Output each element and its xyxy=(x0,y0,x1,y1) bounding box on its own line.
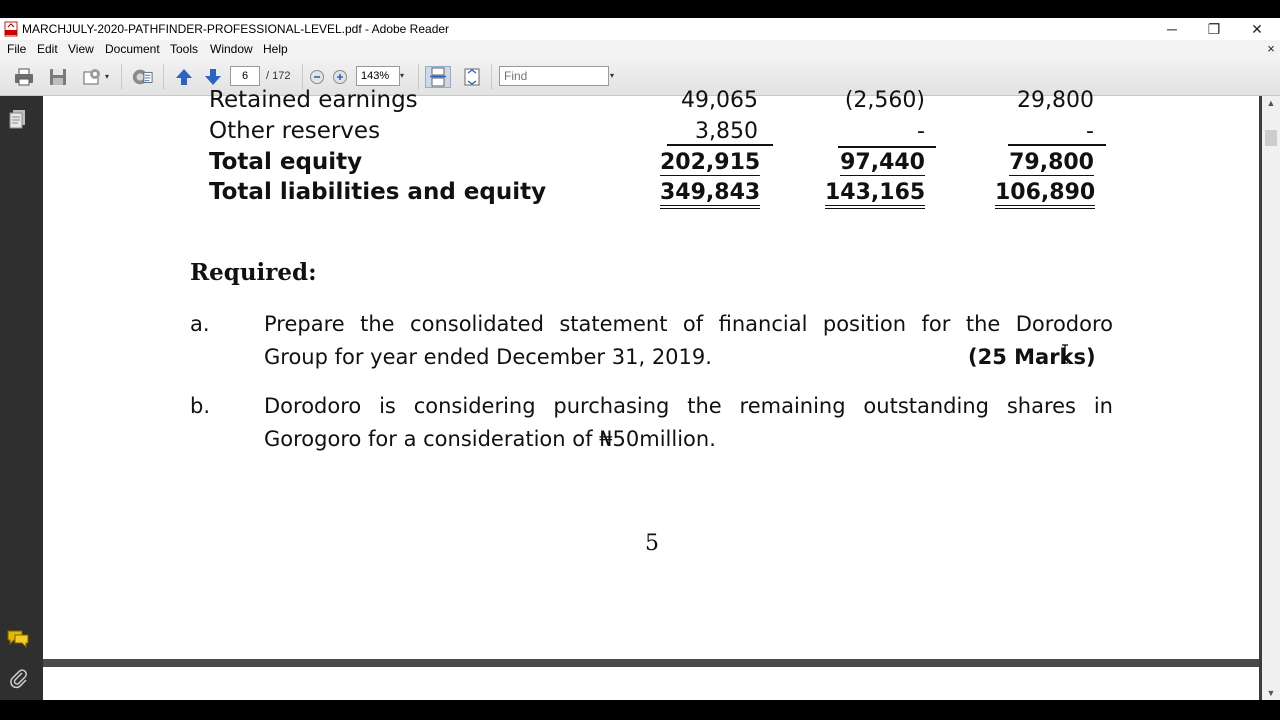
menu-view[interactable]: View xyxy=(68,42,94,56)
value-text: 349,843 xyxy=(660,180,760,209)
toolbar-separator xyxy=(491,64,492,90)
comment-icon[interactable] xyxy=(6,628,30,650)
restore-button[interactable]: ❐ xyxy=(1207,20,1221,37)
arrow-down-icon[interactable] xyxy=(202,66,224,88)
save-icon[interactable] xyxy=(47,66,69,88)
subtotal-rule xyxy=(838,146,936,148)
menu-edit[interactable]: Edit xyxy=(37,42,58,56)
page-total: / 172 xyxy=(266,70,291,82)
value-cell: - xyxy=(917,119,925,144)
vertical-scrollbar[interactable] xyxy=(1262,96,1280,700)
scroll-mode-icon[interactable] xyxy=(425,66,451,88)
arrow-up-icon[interactable] xyxy=(173,66,195,88)
row-label-other-reserves: Other reserves xyxy=(209,118,381,144)
chevron-down-icon[interactable]: ▾ xyxy=(400,71,405,80)
scroll-up-icon[interactable]: ▲ xyxy=(1266,98,1276,108)
required-heading: Required: xyxy=(190,259,317,286)
value-text: 106,890 xyxy=(995,180,1095,209)
value-cell xyxy=(825,180,925,205)
chevron-down-icon[interactable]: ▾ xyxy=(610,71,615,80)
subtotal-rule xyxy=(1008,144,1106,146)
value-cell: (2,560) xyxy=(844,88,925,113)
chevron-down-icon[interactable]: ▾ xyxy=(105,72,110,81)
value-cell: 49,065 xyxy=(681,88,758,113)
value-cell xyxy=(660,150,761,175)
value-text: 143,165 xyxy=(825,180,925,209)
close-window-button[interactable]: ✕ xyxy=(1251,20,1263,37)
fit-page-icon[interactable] xyxy=(461,66,483,88)
row-label-total-liabilities-equity: Total liabilities and equity xyxy=(209,179,547,205)
close-document-button[interactable]: × xyxy=(1267,41,1275,56)
toolbar-separator xyxy=(163,64,164,90)
value-text: 79,800 xyxy=(1009,150,1094,175)
scroll-down-icon[interactable]: ▼ xyxy=(1266,688,1276,698)
navigation-panel xyxy=(0,96,43,700)
text-cursor-icon xyxy=(1060,344,1070,364)
toolbar-separator xyxy=(121,64,122,90)
item-b-line1: Dorodoro is considering purchasing the remaining outstanding shares in xyxy=(264,394,1113,418)
menu-file[interactable]: File xyxy=(7,42,27,56)
paperclip-icon[interactable] xyxy=(8,668,30,690)
item-letter: a. xyxy=(190,312,210,336)
scrollbar-thumb[interactable] xyxy=(1265,130,1277,146)
zoom-in-icon[interactable] xyxy=(329,66,351,88)
item-b-line2: Gorogoro for a consideration of ₦50million. xyxy=(264,427,716,451)
next-document-page xyxy=(43,667,1259,700)
attach-tools-icon[interactable] xyxy=(81,66,103,88)
value-text: 202,915 xyxy=(660,150,761,175)
top-screen-bar xyxy=(0,0,1280,18)
value-cell xyxy=(825,150,925,175)
page-number: 5 xyxy=(645,531,659,556)
item-a-line1: Prepare the consolidated statement of financial position for the Dorodoro xyxy=(264,312,1113,336)
page-gap xyxy=(43,659,1259,667)
minimize-button[interactable]: ─ xyxy=(1167,21,1177,37)
row-label-total-equity: Total equity xyxy=(209,149,363,175)
zoom-out-icon[interactable] xyxy=(306,66,328,88)
marks-label: (25 Marks) xyxy=(968,345,1096,369)
value-cell: - xyxy=(1086,119,1094,144)
menu-tools[interactable]: Tools xyxy=(170,42,199,56)
value-cell xyxy=(660,180,761,205)
value-cell xyxy=(995,180,1094,205)
collaborate-icon[interactable] xyxy=(131,66,153,88)
find-input[interactable] xyxy=(499,66,609,86)
item-letter: b. xyxy=(190,394,211,418)
item-a-line2: Group for year ended December 31, 2019. xyxy=(264,345,712,369)
menu-document[interactable]: Document xyxy=(105,42,160,56)
zoom-level-select[interactable]: 143% xyxy=(356,66,400,86)
menu-help[interactable]: Help xyxy=(263,42,288,56)
pdf-file-icon xyxy=(4,21,18,37)
toolbar-separator xyxy=(418,64,419,90)
page-number-input[interactable] xyxy=(230,66,260,86)
window-title: MARCHJULY-2020-PATHFINDER-PROFESSIONAL-LEVEL.pdf - Adobe Reader xyxy=(22,22,450,36)
value-text: 97,440 xyxy=(840,150,925,175)
bottom-screen-bar xyxy=(0,700,1280,720)
value-cell: 29,800 xyxy=(1017,88,1094,113)
row-label-retained-earnings: Retained earnings xyxy=(209,87,418,113)
value-cell xyxy=(995,150,1094,175)
menu-window[interactable]: Window xyxy=(210,42,253,56)
print-icon[interactable] xyxy=(13,66,35,88)
pages-panel-icon[interactable] xyxy=(8,108,28,130)
value-cell: 3,850 xyxy=(695,119,758,144)
subtotal-rule xyxy=(667,144,773,146)
